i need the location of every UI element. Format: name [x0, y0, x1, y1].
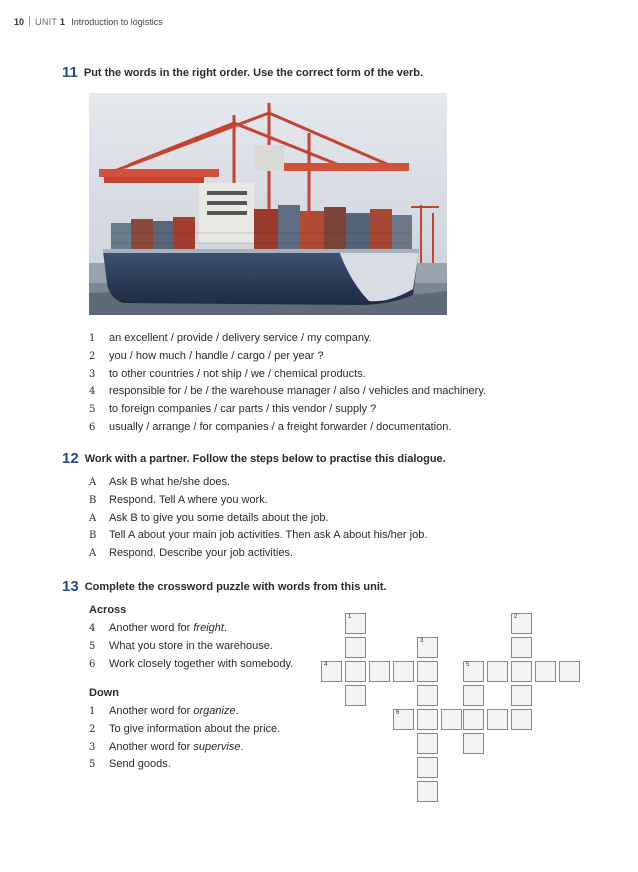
unit-word: UNIT: [35, 17, 58, 27]
item-number: 4: [89, 386, 96, 398]
speaker-letter: B: [89, 530, 97, 542]
clue-number: 5: [89, 640, 96, 652]
item-text: you / how much / handle / cargo / per year ?: [109, 349, 324, 362]
exercise-12-number: 12: [62, 450, 79, 467]
clue-number: 1: [89, 706, 96, 717]
clue-text: What you store in the warehouse.: [109, 639, 273, 652]
crossword-cell[interactable]: [511, 661, 532, 682]
crossword-cell[interactable]: [393, 709, 414, 730]
cell-number: 3: [420, 638, 424, 644]
clue-end: .: [240, 740, 244, 753]
crossword-cell[interactable]: [463, 709, 484, 730]
crossword-cell[interactable]: [417, 661, 438, 682]
clue-number: 5: [89, 759, 96, 771]
crossword-cell[interactable]: [511, 637, 532, 658]
crossword-cell[interactable]: [463, 733, 484, 754]
crossword-cell[interactable]: [417, 685, 438, 706]
clue-text: Another word for: [109, 740, 194, 753]
crossword-cell[interactable]: [393, 661, 414, 682]
exercise-11-number: 11: [62, 64, 78, 81]
crossword-cell[interactable]: [417, 733, 438, 754]
clue-text: Another word for: [109, 705, 194, 717]
cell-number: 6: [396, 710, 400, 716]
clue-text: Send goods.: [109, 758, 171, 771]
clue-number: 4: [89, 623, 96, 634]
clue-number: 6: [89, 658, 96, 670]
item-text: usually / arrange / for companies / a freight forwarder / documentation.: [109, 420, 452, 433]
crossword-cell[interactable]: [321, 661, 342, 682]
item-text: Respond. Describe your job activities.: [109, 547, 294, 560]
crossword-cell[interactable]: [511, 685, 532, 706]
down-heading: Down: [89, 687, 119, 699]
crossword-cell[interactable]: [345, 661, 366, 682]
cell-number: 5: [466, 662, 470, 668]
across-heading: Across: [89, 604, 127, 616]
exercise-13-number: 13: [62, 578, 79, 595]
clue-emphasis: organize: [193, 705, 236, 717]
unit-title: Introduction to logistics: [71, 17, 163, 27]
crossword-cell[interactable]: [345, 685, 366, 706]
clue-number: 3: [89, 741, 96, 753]
crossword-cell[interactable]: [487, 709, 508, 730]
clue-emphasis: freight: [193, 622, 224, 634]
crossword-cell[interactable]: [535, 661, 556, 682]
item-text: Ask B to give you some details about the job.: [109, 511, 329, 524]
exercise-13-instruction: Complete the crossword puzzle with words from this unit.: [84, 581, 387, 593]
crossword-cell[interactable]: [417, 709, 438, 730]
item-text: to foreign companies / car parts / this vendor / supply ?: [109, 403, 377, 416]
speaker-letter: A: [89, 548, 97, 560]
crossword-cell[interactable]: [487, 661, 508, 682]
crossword-cell[interactable]: [345, 637, 366, 658]
clue-emphasis: supervise: [193, 740, 241, 753]
cell-number: 2: [514, 614, 518, 620]
clue-number: 2: [89, 723, 96, 735]
crossword-cell[interactable]: [417, 781, 438, 802]
item-text: an excellent / provide / delivery service / my company.: [109, 332, 372, 344]
clue-text: Work closely together with somebody.: [109, 657, 294, 670]
crossword-cell[interactable]: [559, 661, 580, 682]
speaker-letter: A: [89, 512, 97, 524]
item-text: Tell A about your main job activities. Then ask A about his/her job.: [109, 529, 428, 542]
item-text: responsible for / be / the warehouse manager / also / vehicles and machinery.: [109, 385, 487, 398]
exercise-11-instruction: Put the words in the right order. Use the correct form of the verb.: [83, 67, 424, 79]
clue-text: To give information about the price.: [109, 722, 281, 735]
page-number: 10: [14, 17, 25, 27]
cell-number: 4: [324, 662, 328, 668]
speaker-letter: A: [89, 477, 97, 488]
crossword-cell[interactable]: [463, 661, 484, 682]
speaker-letter: B: [89, 494, 97, 506]
item-number: 3: [89, 368, 96, 380]
clue-text: Another word for: [109, 622, 194, 634]
item-number: 2: [89, 350, 96, 362]
item-number: 1: [89, 333, 96, 344]
cell-number: 1: [348, 614, 352, 620]
item-number: 5: [89, 404, 96, 416]
crossword-cell[interactable]: [417, 757, 438, 778]
item-number: 6: [89, 421, 96, 433]
item-text: Respond. Tell A where you work.: [109, 493, 268, 506]
crossword-cell[interactable]: [417, 637, 438, 658]
crossword-cell[interactable]: [441, 709, 462, 730]
crossword-cell[interactable]: [511, 613, 532, 634]
clue-end: .: [223, 622, 228, 634]
unit-number: 1: [59, 17, 66, 27]
crossword-cell[interactable]: [369, 661, 390, 682]
item-text: Ask B what he/she does.: [109, 476, 231, 488]
crossword-cell[interactable]: [463, 685, 484, 706]
item-text: to other countries / not ship / we / chemical products.: [109, 367, 366, 380]
crossword-cell[interactable]: [345, 613, 366, 634]
clue-end: .: [235, 705, 239, 717]
exercise-12-instruction: Work with a partner. Follow the steps below to practise this dialogue.: [84, 453, 446, 465]
crossword-cell[interactable]: [511, 709, 532, 730]
